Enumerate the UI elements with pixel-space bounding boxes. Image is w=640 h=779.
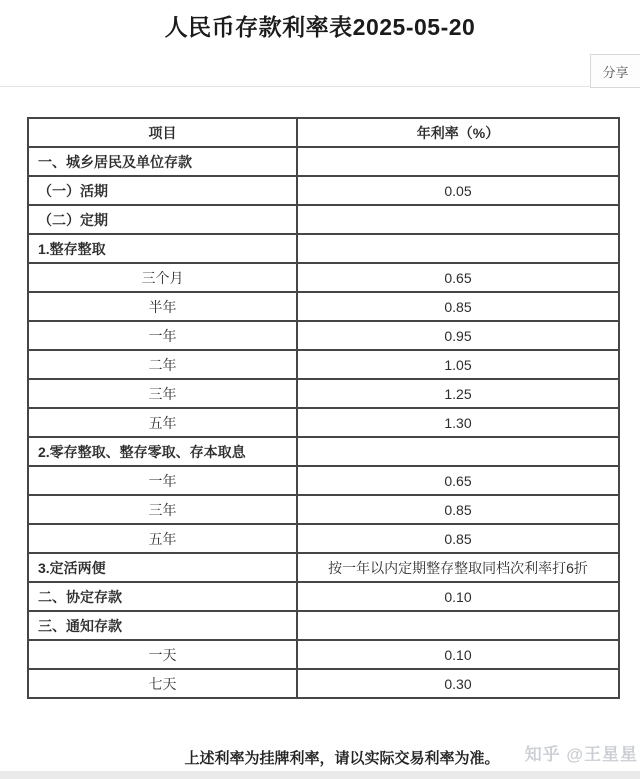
row-label: 3.定活两便 <box>28 553 297 582</box>
row-value: 1.30 <box>297 408 619 437</box>
table-row <box>28 176 619 205</box>
table-row <box>28 524 619 553</box>
row-label: 一、城乡居民及单位存款 <box>28 147 297 176</box>
row-value: 0.10 <box>297 640 619 669</box>
row-value <box>297 437 619 466</box>
table-row <box>28 408 619 437</box>
row-label: 五年 <box>28 408 297 437</box>
rates-table <box>27 117 620 699</box>
row-label: 半年 <box>28 292 297 321</box>
footer-disclaimer: 上述利率为挂牌利率，请以实际交易利率为准。 <box>184 750 500 767</box>
table-row <box>28 466 619 495</box>
table-row <box>28 379 619 408</box>
row-value: 1.25 <box>297 379 619 408</box>
row-value: 0.85 <box>297 524 619 553</box>
row-value: 0.65 <box>297 263 619 292</box>
row-label: （一）活期 <box>28 176 297 205</box>
row-label: 三、通知存款 <box>28 611 297 640</box>
table-row <box>28 437 619 466</box>
row-value: 1.05 <box>297 350 619 379</box>
row-value: 0.85 <box>297 495 619 524</box>
table-row <box>28 611 619 640</box>
row-label: 三个月 <box>28 263 297 292</box>
row-label: 五年 <box>28 524 297 553</box>
table-header-row <box>28 118 619 147</box>
share-button[interactable]: 分享 <box>590 54 640 88</box>
row-label: （二）定期 <box>28 205 297 234</box>
row-value <box>297 147 619 176</box>
row-value <box>297 205 619 234</box>
table-row <box>28 640 619 669</box>
zhihu-watermark: 知乎 @王星星 <box>524 745 638 764</box>
column-header-rate: 年利率（%） <box>297 118 619 147</box>
table-row <box>28 321 619 350</box>
row-value: 0.65 <box>297 466 619 495</box>
column-header-item: 项目 <box>28 118 297 147</box>
row-value: 0.85 <box>297 292 619 321</box>
page-title: 人民币存款利率表2025-05-20 <box>164 14 476 40</box>
table-row <box>28 669 619 698</box>
bottom-strip <box>0 771 640 779</box>
row-label: 三年 <box>28 379 297 408</box>
row-label: 一年 <box>28 466 297 495</box>
row-value: 0.05 <box>297 176 619 205</box>
table-row <box>28 147 619 176</box>
row-value <box>297 234 619 263</box>
row-value: 0.95 <box>297 321 619 350</box>
table-row <box>28 495 619 524</box>
table-row <box>28 582 619 611</box>
table-row <box>28 205 619 234</box>
table-row <box>28 553 619 582</box>
row-label: 三年 <box>28 495 297 524</box>
table-row <box>28 350 619 379</box>
row-value: 0.30 <box>297 669 619 698</box>
table-row <box>28 234 619 263</box>
row-label: 2.零存整取、整存零取、存本取息 <box>28 437 297 466</box>
row-value <box>297 611 619 640</box>
row-label: 二年 <box>28 350 297 379</box>
row-label: 1.整存整取 <box>28 234 297 263</box>
table-row <box>28 292 619 321</box>
row-value: 0.10 <box>297 582 619 611</box>
table-row <box>28 263 619 292</box>
row-label: 一年 <box>28 321 297 350</box>
row-label: 一天 <box>28 640 297 669</box>
row-label: 二、协定存款 <box>28 582 297 611</box>
row-value: 按一年以内定期整存整取同档次利率打6折 <box>297 553 619 582</box>
top-bar <box>0 0 640 87</box>
row-label: 七天 <box>28 669 297 698</box>
